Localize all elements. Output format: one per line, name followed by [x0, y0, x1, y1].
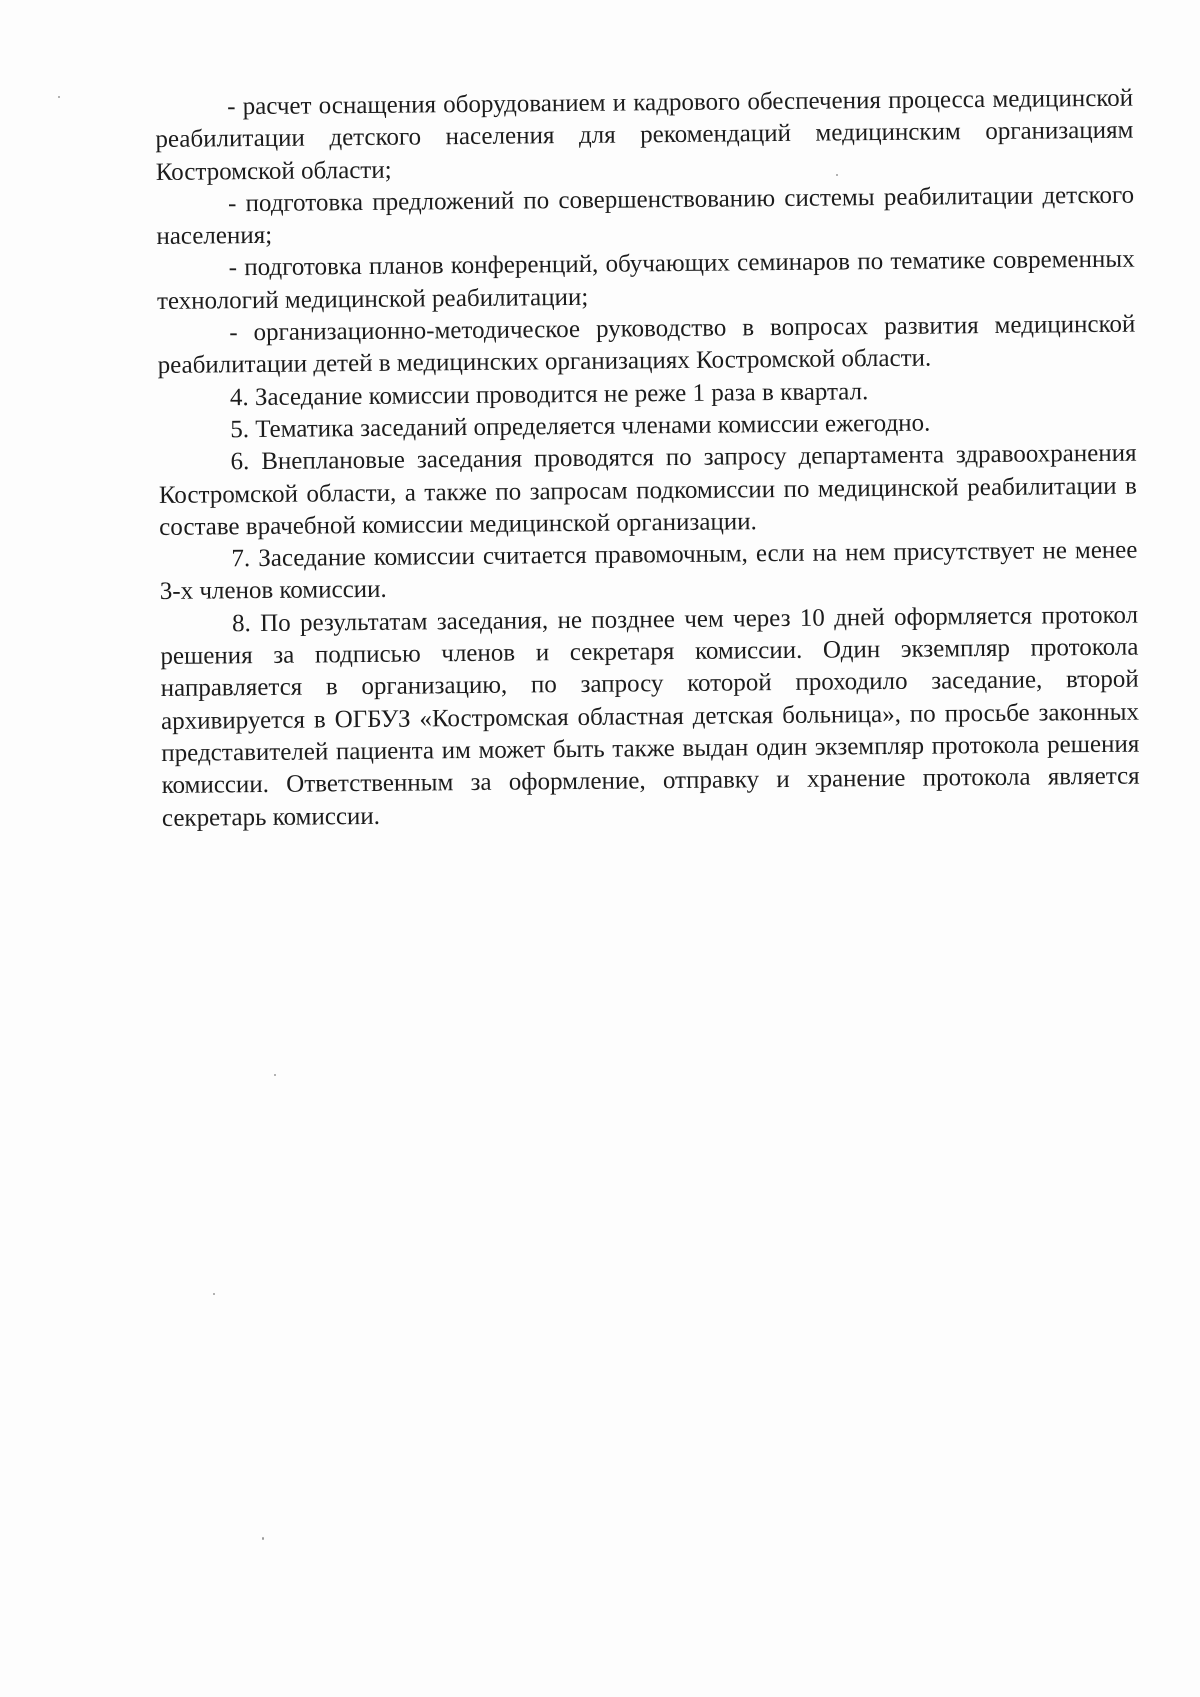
- paragraph-methodical-guidance: - организационно-методическое руководство в вопросах развития медицинской реабилитации детей в медицинских организациях Костромской области.: [157, 310, 1136, 380]
- paragraph-equipment-calculation: - расчет оснащения оборудованием и кадрового обеспечения процесса медицинской реабилитации детского населения для рекомендаций медицинским организациям Костромской области;: [155, 84, 1134, 186]
- scan-speck: [213, 1293, 215, 1295]
- scan-speck: [262, 1537, 264, 1540]
- scan-speck: [58, 96, 60, 98]
- paragraph-meeting-topics: 5. Тематика заседаний определяется членами комиссии ежегодно.: [230, 409, 931, 444]
- paragraph-meeting-frequency: 4. Заседание комиссии проводится не реже 1 раза в квартал.: [229, 377, 869, 411]
- paragraph-improvement-proposals: - подготовка предложений по совершенствованию системы реабилитации детского населения;: [156, 181, 1135, 251]
- document-body: [155, 83, 1140, 835]
- scan-speck: [836, 174, 838, 176]
- paragraph-protocol: 8. По результатам заседания, не позднее чем через 10 дней оформляется протокол решения за подписью членов и секретаря комиссии. Один экземпляр протокола направляется в организацию, по запросу которой проходило заседание, второй архивируется в ОГБУЗ «Костромская областная детская больница», по просьбе законных представителей пациента им может быть также выдан один экземпляр протокола решения комиссии. Ответственным за оформление, отправку и хранение протокола является секретарь комиссии.: [160, 601, 1140, 832]
- scan-speck: [274, 1074, 276, 1076]
- paragraph-quorum: 7. Заседание комиссии считается правомочным, если на нем присутствует не менее 3-х членов комиссии.: [159, 536, 1138, 606]
- paragraph-conference-plans: - подготовка планов конференций, обучающих семинаров по тематике современных технологий медицинской реабилитации;: [156, 246, 1135, 315]
- paragraph-unscheduled-meetings: 6. Внеплановые заседания проводятся по запросу департамента здравоохранения Костромской области, а также по запросам подкомиссии по медицинской реабилитации в составе врачебной комиссии медицинской организации.: [158, 439, 1137, 541]
